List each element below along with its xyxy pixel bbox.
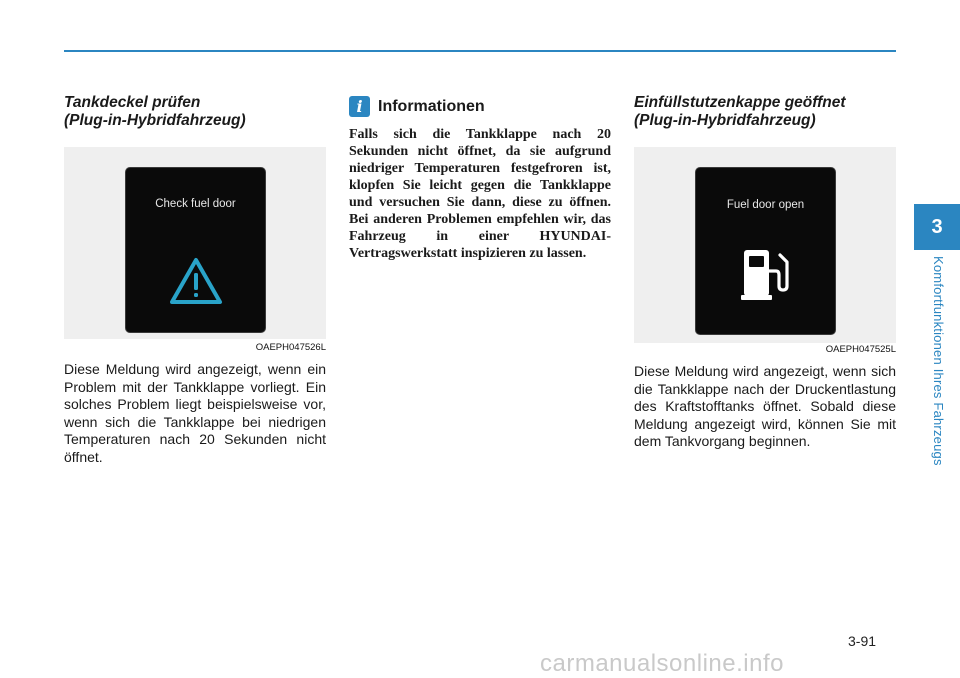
display-message: Check fuel door bbox=[155, 198, 236, 210]
heading-line-2: (Plug-in-Hybridfahrzeug) bbox=[634, 112, 816, 129]
figure-fuel-door-open bbox=[634, 147, 896, 343]
cluster-display bbox=[695, 167, 836, 335]
info-header bbox=[349, 96, 611, 117]
body-text: Diese Meldung wird angezeigt, wenn ein Problem mit der Tankklappe vorliegt. Ein solches Problem liegt beispielsweise vor, wenn sich die Tankklappe bei niedrigen Temperaturen nach 20 Sekunden nicht öffnet. bbox=[64, 361, 326, 465]
info-title: Informationen bbox=[378, 97, 485, 115]
section-check-fuel-door bbox=[64, 94, 326, 480]
display-message: Fuel door open bbox=[726, 199, 805, 211]
figure-caption: OAEPH047526L bbox=[255, 342, 326, 353]
chapter-number-tab: 3 bbox=[914, 204, 960, 250]
page-number: 3-91 bbox=[848, 633, 877, 649]
info-box bbox=[349, 96, 611, 276]
section-fuel-door-open bbox=[634, 94, 896, 465]
fuel-pump-icon bbox=[740, 244, 794, 302]
warning-triangle-icon bbox=[168, 256, 224, 306]
watermark-text: carmanualsonline.info bbox=[540, 650, 784, 677]
info-icon: i bbox=[349, 96, 370, 117]
cluster-display bbox=[125, 167, 266, 333]
top-rule bbox=[64, 50, 896, 52]
body-text: Diese Meldung wird angezeigt, wenn sich die Tankklappe nach der Druckentlastung des Kraftstofftanks öffnet. Sobald diese Meldung angezeigt wird, können Sie mit dem Tankvorgang beginnen. bbox=[634, 363, 896, 449]
heading-line-1: Tankdeckel prüfen bbox=[64, 94, 201, 111]
figure-check-fuel-door bbox=[64, 147, 326, 339]
chapter-title: Komfortfunktionen Ihres Fahrzeugs bbox=[931, 256, 946, 466]
section-heading bbox=[64, 94, 326, 130]
figure-caption: OAEPH047525L bbox=[825, 344, 896, 355]
section-heading bbox=[634, 94, 896, 130]
heading-line-1: Einfüllstutzenkappe geöffnet bbox=[634, 94, 846, 111]
info-text: Falls sich die Tankklappe nach 20 Sekunden nicht öffnet, da sie aufgrund niedriger Temperaturen festgefroren ist, klopfen Sie leicht gegen die Tankklappe und versuchen Sie dann, diese zu öffnen. Bei anderen Problemen empfehlen wir, das Fahrzeug in einer HYUNDAI-Vertragswerkstatt inspizieren zu lassen. bbox=[349, 127, 611, 261]
heading-line-2: (Plug-in-Hybridfahrzeug) bbox=[64, 112, 246, 129]
